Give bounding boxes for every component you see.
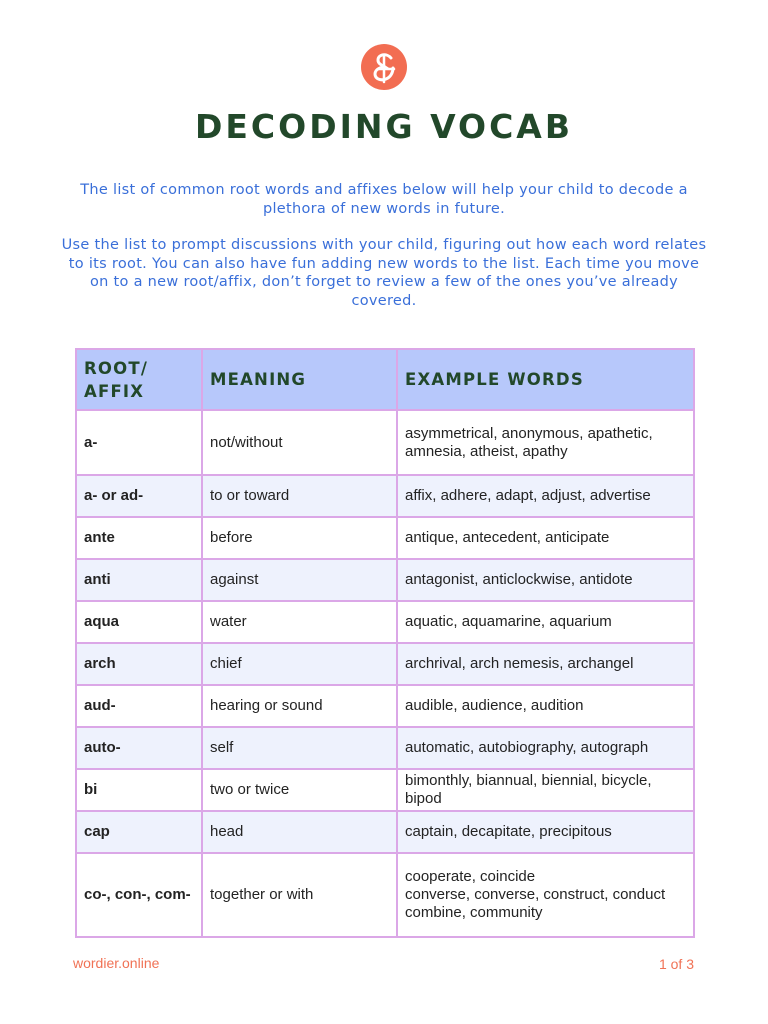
- examples-cell: captain, decapitate, precipitous: [397, 811, 694, 853]
- table-row: [76, 811, 694, 853]
- examples-cell: audible, audience, audition: [397, 685, 694, 727]
- examples-cell: antique, antecedent, anticipate: [397, 517, 694, 559]
- examples-cell: automatic, autobiography, autograph: [397, 727, 694, 769]
- root-cell: aqua: [76, 601, 202, 643]
- table-row: [76, 601, 694, 643]
- root-cell: a- or ad-: [76, 475, 202, 517]
- page-title: DECODING VOCAB: [195, 107, 573, 146]
- examples-cell: asymmetrical, anonymous, apathetic, amnesia, atheist, apathy: [397, 410, 694, 475]
- table-row: [76, 410, 694, 475]
- examples-cell: cooperate, coincide converse, converse, construct, conduct combine, community: [397, 853, 694, 937]
- root-cell: cap: [76, 811, 202, 853]
- table-row: [76, 853, 694, 937]
- header-root: ROOT/ AFFIX: [76, 349, 202, 410]
- root-cell: co-, con-, com-: [76, 853, 202, 937]
- examples-cell: archrival, arch nemesis, archangel: [397, 643, 694, 685]
- meaning-cell: against: [202, 559, 397, 601]
- meaning-cell: chief: [202, 643, 397, 685]
- table-row: [76, 727, 694, 769]
- table-row: [76, 643, 694, 685]
- header-examples: EXAMPLE WORDS: [397, 349, 694, 410]
- examples-cell: antagonist, anticlockwise, antidote: [397, 559, 694, 601]
- website-link[interactable]: wordier.online: [73, 955, 160, 971]
- root-cell: a-: [76, 410, 202, 475]
- header-meaning: MEANING: [202, 349, 397, 410]
- intro-paragraph-1: The list of common root words and affixes below will help your child to decode a plethora of new words in future.: [80, 182, 688, 217]
- meaning-cell: together or with: [202, 853, 397, 937]
- examples-cell: aquatic, aquamarine, aquarium: [397, 601, 694, 643]
- meaning-cell: two or twice: [202, 769, 397, 811]
- examples-cell: affix, adhere, adapt, adjust, advertise: [397, 475, 694, 517]
- root-cell: aud-: [76, 685, 202, 727]
- meaning-cell: self: [202, 727, 397, 769]
- vocab-table: [75, 348, 695, 938]
- meaning-cell: to or toward: [202, 475, 397, 517]
- root-cell: ante: [76, 517, 202, 559]
- meaning-cell: before: [202, 517, 397, 559]
- intro-text: [60, 181, 708, 310]
- meaning-cell: water: [202, 601, 397, 643]
- root-cell: bi: [76, 769, 202, 811]
- page-number: 1 of 3: [658, 956, 694, 972]
- root-cell: arch: [76, 643, 202, 685]
- intro-paragraph-2: Use the list to prompt discussions with your child, figuring out how each word relates to its root. You can also have fun adding new words to the list. Each time you move on to a new root/affix, don’t forget to review a few of the ones you’ve already covered.: [61, 237, 707, 309]
- root-cell: auto-: [76, 727, 202, 769]
- table-row: [76, 685, 694, 727]
- table-header-row: [76, 349, 694, 410]
- examples-cell: bimonthly, biannual, biennial, bicycle, bipod: [397, 769, 694, 811]
- meaning-cell: not/without: [202, 410, 397, 475]
- table-row: [76, 559, 694, 601]
- meaning-cell: head: [202, 811, 397, 853]
- table-row: [76, 769, 694, 811]
- ampersand-logo-icon: [360, 43, 408, 91]
- meaning-cell: hearing or sound: [202, 685, 397, 727]
- root-cell: anti: [76, 559, 202, 601]
- table-row: [76, 475, 694, 517]
- table-row: [76, 517, 694, 559]
